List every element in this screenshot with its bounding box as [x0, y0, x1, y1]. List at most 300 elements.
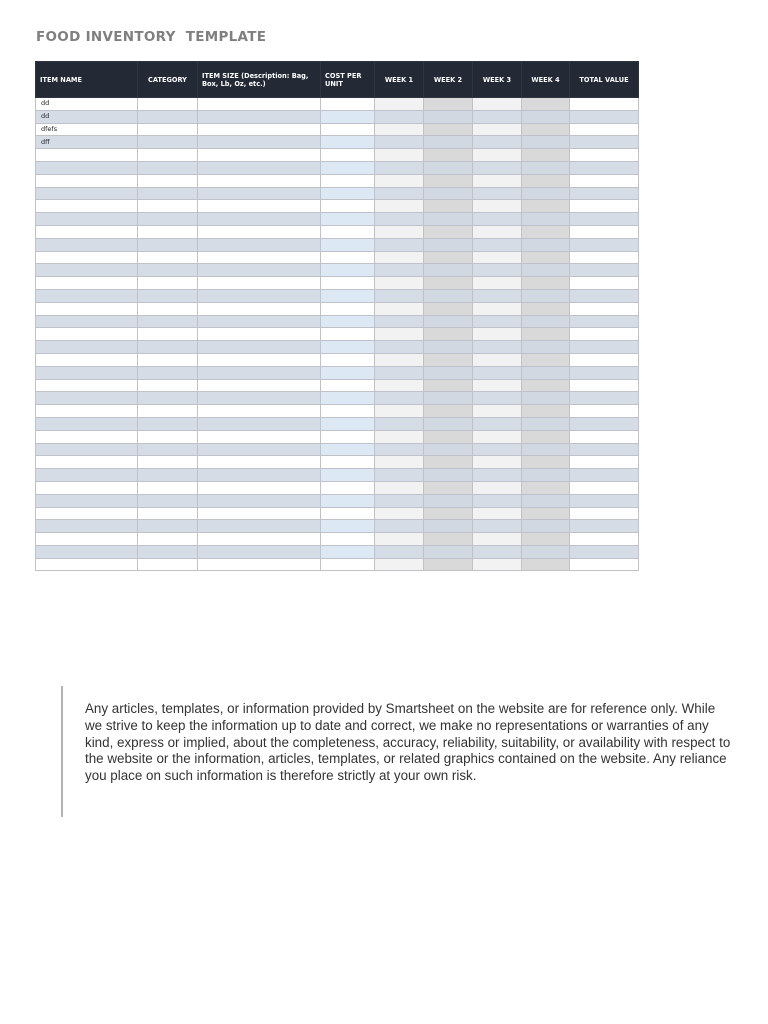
cell-item-size[interactable]	[198, 417, 321, 430]
cell-total-value[interactable]	[570, 302, 639, 315]
cell-week-2[interactable]	[424, 302, 473, 315]
cell-week-4[interactable]	[522, 200, 570, 213]
cell-cost-per-unit[interactable]	[321, 315, 375, 328]
cell-total-value[interactable]	[570, 405, 639, 418]
cell-week-1[interactable]	[375, 456, 424, 469]
cell-total-value[interactable]	[570, 251, 639, 264]
cell-item-size[interactable]	[198, 98, 321, 111]
cell-week-2[interactable]	[424, 110, 473, 123]
cell-week-2[interactable]	[424, 174, 473, 187]
cell-item-size[interactable]	[198, 161, 321, 174]
cell-week-4[interactable]	[522, 443, 570, 456]
cell-item-size[interactable]	[198, 469, 321, 482]
cell-category[interactable]	[138, 405, 198, 418]
cell-cost-per-unit[interactable]	[321, 405, 375, 418]
cell-week-3[interactable]	[473, 507, 522, 520]
cell-item-size[interactable]	[198, 533, 321, 546]
cell-week-2[interactable]	[424, 520, 473, 533]
cell-category[interactable]	[138, 200, 198, 213]
cell-cost-per-unit[interactable]	[321, 341, 375, 354]
cell-total-value[interactable]	[570, 507, 639, 520]
cell-week-4[interactable]	[522, 149, 570, 162]
cell-week-4[interactable]	[522, 225, 570, 238]
cell-item-size[interactable]	[198, 456, 321, 469]
cell-item-size[interactable]	[198, 123, 321, 136]
cell-item-name[interactable]	[36, 507, 138, 520]
cell-item-name[interactable]	[36, 238, 138, 251]
cell-category[interactable]	[138, 174, 198, 187]
cell-week-2[interactable]	[424, 341, 473, 354]
cell-week-3[interactable]	[473, 379, 522, 392]
cell-item-size[interactable]	[198, 277, 321, 290]
cell-cost-per-unit[interactable]	[321, 213, 375, 226]
cell-item-size[interactable]	[198, 328, 321, 341]
cell-cost-per-unit[interactable]	[321, 379, 375, 392]
cell-cost-per-unit[interactable]	[321, 110, 375, 123]
cell-item-size[interactable]	[198, 558, 321, 571]
cell-week-1[interactable]	[375, 136, 424, 149]
cell-week-1[interactable]	[375, 315, 424, 328]
cell-item-size[interactable]	[198, 520, 321, 533]
cell-item-name[interactable]: dd	[36, 98, 138, 111]
cell-week-2[interactable]	[424, 200, 473, 213]
cell-week-2[interactable]	[424, 161, 473, 174]
cell-item-size[interactable]	[198, 481, 321, 494]
cell-category[interactable]	[138, 494, 198, 507]
cell-item-name[interactable]	[36, 545, 138, 558]
cell-week-2[interactable]	[424, 481, 473, 494]
cell-item-name[interactable]: dfefs	[36, 123, 138, 136]
cell-week-1[interactable]	[375, 469, 424, 482]
cell-week-3[interactable]	[473, 213, 522, 226]
cell-week-1[interactable]	[375, 405, 424, 418]
cell-item-name[interactable]	[36, 264, 138, 277]
cell-cost-per-unit[interactable]	[321, 469, 375, 482]
cell-week-1[interactable]	[375, 417, 424, 430]
cell-week-4[interactable]	[522, 136, 570, 149]
cell-total-value[interactable]	[570, 481, 639, 494]
cell-week-3[interactable]	[473, 417, 522, 430]
cell-week-3[interactable]	[473, 123, 522, 136]
cell-category[interactable]	[138, 481, 198, 494]
cell-week-3[interactable]	[473, 277, 522, 290]
cell-item-name[interactable]	[36, 289, 138, 302]
cell-week-1[interactable]	[375, 213, 424, 226]
cell-week-2[interactable]	[424, 277, 473, 290]
cell-total-value[interactable]	[570, 161, 639, 174]
cell-cost-per-unit[interactable]	[321, 494, 375, 507]
cell-total-value[interactable]	[570, 315, 639, 328]
cell-week-3[interactable]	[473, 110, 522, 123]
cell-total-value[interactable]	[570, 341, 639, 354]
cell-cost-per-unit[interactable]	[321, 481, 375, 494]
cell-item-size[interactable]	[198, 379, 321, 392]
cell-item-size[interactable]	[198, 341, 321, 354]
cell-item-size[interactable]	[198, 507, 321, 520]
cell-week-2[interactable]	[424, 328, 473, 341]
cell-week-2[interactable]	[424, 417, 473, 430]
cell-item-name[interactable]	[36, 392, 138, 405]
cell-item-name[interactable]	[36, 379, 138, 392]
cell-cost-per-unit[interactable]	[321, 392, 375, 405]
cell-week-3[interactable]	[473, 161, 522, 174]
cell-total-value[interactable]	[570, 417, 639, 430]
cell-total-value[interactable]	[570, 494, 639, 507]
cell-week-2[interactable]	[424, 494, 473, 507]
cell-week-1[interactable]	[375, 277, 424, 290]
cell-week-1[interactable]	[375, 123, 424, 136]
cell-total-value[interactable]	[570, 456, 639, 469]
cell-item-name[interactable]	[36, 558, 138, 571]
cell-week-2[interactable]	[424, 353, 473, 366]
cell-cost-per-unit[interactable]	[321, 136, 375, 149]
cell-item-name[interactable]	[36, 213, 138, 226]
cell-week-3[interactable]	[473, 200, 522, 213]
cell-week-4[interactable]	[522, 392, 570, 405]
cell-item-name[interactable]	[36, 328, 138, 341]
cell-week-1[interactable]	[375, 225, 424, 238]
cell-week-3[interactable]	[473, 533, 522, 546]
cell-week-2[interactable]	[424, 558, 473, 571]
cell-item-name[interactable]	[36, 315, 138, 328]
cell-week-2[interactable]	[424, 443, 473, 456]
cell-total-value[interactable]	[570, 238, 639, 251]
cell-category[interactable]	[138, 520, 198, 533]
cell-total-value[interactable]	[570, 98, 639, 111]
cell-item-size[interactable]	[198, 315, 321, 328]
cell-week-1[interactable]	[375, 443, 424, 456]
cell-item-size[interactable]	[198, 302, 321, 315]
cell-item-name[interactable]	[36, 174, 138, 187]
cell-category[interactable]	[138, 545, 198, 558]
cell-week-2[interactable]	[424, 225, 473, 238]
cell-week-4[interactable]	[522, 481, 570, 494]
cell-week-3[interactable]	[473, 225, 522, 238]
cell-cost-per-unit[interactable]	[321, 225, 375, 238]
cell-week-3[interactable]	[473, 545, 522, 558]
cell-total-value[interactable]	[570, 379, 639, 392]
cell-week-3[interactable]	[473, 341, 522, 354]
cell-week-3[interactable]	[473, 98, 522, 111]
cell-week-3[interactable]	[473, 469, 522, 482]
cell-item-size[interactable]	[198, 289, 321, 302]
cell-week-2[interactable]	[424, 149, 473, 162]
cell-week-2[interactable]	[424, 533, 473, 546]
cell-item-size[interactable]	[198, 187, 321, 200]
cell-item-size[interactable]	[198, 366, 321, 379]
cell-week-4[interactable]	[522, 238, 570, 251]
cell-week-4[interactable]	[522, 430, 570, 443]
cell-week-1[interactable]	[375, 110, 424, 123]
cell-week-4[interactable]	[522, 315, 570, 328]
cell-cost-per-unit[interactable]	[321, 417, 375, 430]
cell-week-2[interactable]	[424, 392, 473, 405]
cell-week-2[interactable]	[424, 507, 473, 520]
cell-week-4[interactable]	[522, 469, 570, 482]
cell-category[interactable]	[138, 251, 198, 264]
cell-week-1[interactable]	[375, 238, 424, 251]
cell-week-1[interactable]	[375, 341, 424, 354]
cell-week-1[interactable]	[375, 200, 424, 213]
cell-item-size[interactable]	[198, 225, 321, 238]
cell-cost-per-unit[interactable]	[321, 149, 375, 162]
cell-week-1[interactable]	[375, 289, 424, 302]
cell-week-3[interactable]	[473, 187, 522, 200]
cell-cost-per-unit[interactable]	[321, 174, 375, 187]
cell-item-name[interactable]	[36, 520, 138, 533]
cell-week-4[interactable]	[522, 289, 570, 302]
cell-week-2[interactable]	[424, 213, 473, 226]
cell-category[interactable]	[138, 379, 198, 392]
cell-week-1[interactable]	[375, 481, 424, 494]
cell-week-3[interactable]	[473, 251, 522, 264]
cell-week-1[interactable]	[375, 264, 424, 277]
cell-item-size[interactable]	[198, 110, 321, 123]
cell-week-1[interactable]	[375, 392, 424, 405]
cell-week-4[interactable]	[522, 494, 570, 507]
cell-item-size[interactable]	[198, 430, 321, 443]
cell-total-value[interactable]	[570, 430, 639, 443]
cell-item-name[interactable]	[36, 443, 138, 456]
cell-week-1[interactable]	[375, 328, 424, 341]
cell-item-name[interactable]: dd	[36, 110, 138, 123]
cell-week-1[interactable]	[375, 520, 424, 533]
cell-week-4[interactable]	[522, 507, 570, 520]
cell-cost-per-unit[interactable]	[321, 443, 375, 456]
cell-week-1[interactable]	[375, 533, 424, 546]
cell-item-name[interactable]	[36, 161, 138, 174]
cell-week-3[interactable]	[473, 494, 522, 507]
cell-week-4[interactable]	[522, 251, 570, 264]
cell-week-4[interactable]	[522, 417, 570, 430]
cell-category[interactable]	[138, 456, 198, 469]
cell-category[interactable]	[138, 328, 198, 341]
cell-week-2[interactable]	[424, 545, 473, 558]
cell-item-size[interactable]	[198, 238, 321, 251]
cell-week-3[interactable]	[473, 520, 522, 533]
cell-category[interactable]	[138, 277, 198, 290]
cell-week-3[interactable]	[473, 315, 522, 328]
cell-cost-per-unit[interactable]	[321, 533, 375, 546]
cell-week-4[interactable]	[522, 341, 570, 354]
cell-week-2[interactable]	[424, 238, 473, 251]
cell-week-2[interactable]	[424, 315, 473, 328]
cell-total-value[interactable]	[570, 443, 639, 456]
cell-total-value[interactable]	[570, 366, 639, 379]
cell-item-size[interactable]	[198, 136, 321, 149]
cell-item-size[interactable]	[198, 405, 321, 418]
cell-week-4[interactable]	[522, 366, 570, 379]
cell-item-name[interactable]	[36, 405, 138, 418]
cell-item-size[interactable]	[198, 353, 321, 366]
cell-week-3[interactable]	[473, 238, 522, 251]
cell-week-1[interactable]	[375, 494, 424, 507]
cell-week-3[interactable]	[473, 430, 522, 443]
cell-week-1[interactable]	[375, 558, 424, 571]
cell-category[interactable]	[138, 353, 198, 366]
cell-week-4[interactable]	[522, 110, 570, 123]
cell-item-name[interactable]	[36, 469, 138, 482]
cell-week-2[interactable]	[424, 187, 473, 200]
cell-item-name[interactable]: dff	[36, 136, 138, 149]
cell-total-value[interactable]	[570, 174, 639, 187]
cell-item-size[interactable]	[198, 174, 321, 187]
cell-item-name[interactable]	[36, 302, 138, 315]
cell-week-1[interactable]	[375, 161, 424, 174]
cell-total-value[interactable]	[570, 469, 639, 482]
cell-week-4[interactable]	[522, 456, 570, 469]
cell-category[interactable]	[138, 136, 198, 149]
cell-category[interactable]	[138, 469, 198, 482]
cell-item-name[interactable]	[36, 277, 138, 290]
cell-week-2[interactable]	[424, 405, 473, 418]
cell-total-value[interactable]	[570, 149, 639, 162]
cell-week-3[interactable]	[473, 392, 522, 405]
cell-cost-per-unit[interactable]	[321, 353, 375, 366]
cell-week-1[interactable]	[375, 149, 424, 162]
cell-total-value[interactable]	[570, 187, 639, 200]
cell-item-name[interactable]	[36, 533, 138, 546]
cell-category[interactable]	[138, 110, 198, 123]
cell-cost-per-unit[interactable]	[321, 558, 375, 571]
cell-week-3[interactable]	[473, 481, 522, 494]
cell-week-3[interactable]	[473, 264, 522, 277]
cell-week-2[interactable]	[424, 136, 473, 149]
cell-week-4[interactable]	[522, 520, 570, 533]
cell-total-value[interactable]	[570, 520, 639, 533]
cell-total-value[interactable]	[570, 123, 639, 136]
cell-total-value[interactable]	[570, 213, 639, 226]
cell-cost-per-unit[interactable]	[321, 123, 375, 136]
cell-category[interactable]	[138, 430, 198, 443]
cell-week-4[interactable]	[522, 328, 570, 341]
cell-week-4[interactable]	[522, 545, 570, 558]
cell-category[interactable]	[138, 123, 198, 136]
cell-total-value[interactable]	[570, 264, 639, 277]
cell-category[interactable]	[138, 392, 198, 405]
cell-week-4[interactable]	[522, 379, 570, 392]
cell-week-1[interactable]	[375, 430, 424, 443]
cell-week-3[interactable]	[473, 289, 522, 302]
cell-week-3[interactable]	[473, 405, 522, 418]
cell-week-4[interactable]	[522, 353, 570, 366]
cell-week-2[interactable]	[424, 456, 473, 469]
cell-week-4[interactable]	[522, 174, 570, 187]
cell-cost-per-unit[interactable]	[321, 507, 375, 520]
cell-week-2[interactable]	[424, 379, 473, 392]
cell-week-4[interactable]	[522, 405, 570, 418]
cell-week-4[interactable]	[522, 558, 570, 571]
cell-item-name[interactable]	[36, 353, 138, 366]
cell-cost-per-unit[interactable]	[321, 200, 375, 213]
cell-cost-per-unit[interactable]	[321, 328, 375, 341]
cell-week-3[interactable]	[473, 443, 522, 456]
cell-item-name[interactable]	[36, 494, 138, 507]
cell-cost-per-unit[interactable]	[321, 264, 375, 277]
cell-item-name[interactable]	[36, 417, 138, 430]
cell-cost-per-unit[interactable]	[321, 430, 375, 443]
cell-category[interactable]	[138, 366, 198, 379]
cell-week-1[interactable]	[375, 98, 424, 111]
cell-week-2[interactable]	[424, 251, 473, 264]
cell-week-3[interactable]	[473, 456, 522, 469]
cell-item-size[interactable]	[198, 264, 321, 277]
cell-week-4[interactable]	[522, 98, 570, 111]
cell-total-value[interactable]	[570, 533, 639, 546]
cell-category[interactable]	[138, 98, 198, 111]
cell-week-2[interactable]	[424, 264, 473, 277]
cell-category[interactable]	[138, 238, 198, 251]
cell-week-4[interactable]	[522, 213, 570, 226]
cell-week-3[interactable]	[473, 149, 522, 162]
cell-week-3[interactable]	[473, 558, 522, 571]
cell-cost-per-unit[interactable]	[321, 251, 375, 264]
cell-total-value[interactable]	[570, 328, 639, 341]
cell-total-value[interactable]	[570, 136, 639, 149]
cell-item-name[interactable]	[36, 225, 138, 238]
cell-total-value[interactable]	[570, 392, 639, 405]
cell-week-1[interactable]	[375, 353, 424, 366]
cell-total-value[interactable]	[570, 558, 639, 571]
cell-item-name[interactable]	[36, 481, 138, 494]
cell-week-2[interactable]	[424, 123, 473, 136]
cell-total-value[interactable]	[570, 353, 639, 366]
cell-category[interactable]	[138, 558, 198, 571]
cell-item-name[interactable]	[36, 200, 138, 213]
cell-item-size[interactable]	[198, 443, 321, 456]
cell-total-value[interactable]	[570, 289, 639, 302]
cell-category[interactable]	[138, 315, 198, 328]
cell-cost-per-unit[interactable]	[321, 238, 375, 251]
cell-week-4[interactable]	[522, 264, 570, 277]
cell-week-1[interactable]	[375, 379, 424, 392]
cell-cost-per-unit[interactable]	[321, 545, 375, 558]
cell-item-name[interactable]	[36, 341, 138, 354]
cell-week-4[interactable]	[522, 161, 570, 174]
cell-category[interactable]	[138, 149, 198, 162]
cell-week-1[interactable]	[375, 187, 424, 200]
cell-total-value[interactable]	[570, 277, 639, 290]
cell-week-4[interactable]	[522, 277, 570, 290]
cell-category[interactable]	[138, 289, 198, 302]
cell-item-size[interactable]	[198, 545, 321, 558]
cell-week-1[interactable]	[375, 545, 424, 558]
cell-item-name[interactable]	[36, 366, 138, 379]
cell-item-size[interactable]	[198, 213, 321, 226]
cell-item-size[interactable]	[198, 149, 321, 162]
cell-week-2[interactable]	[424, 366, 473, 379]
cell-week-4[interactable]	[522, 302, 570, 315]
cell-item-name[interactable]	[36, 187, 138, 200]
cell-week-2[interactable]	[424, 289, 473, 302]
cell-category[interactable]	[138, 225, 198, 238]
cell-item-name[interactable]	[36, 149, 138, 162]
cell-week-3[interactable]	[473, 302, 522, 315]
cell-category[interactable]	[138, 443, 198, 456]
cell-week-3[interactable]	[473, 366, 522, 379]
cell-week-4[interactable]	[522, 187, 570, 200]
cell-category[interactable]	[138, 213, 198, 226]
cell-total-value[interactable]	[570, 110, 639, 123]
cell-item-name[interactable]	[36, 430, 138, 443]
cell-week-3[interactable]	[473, 136, 522, 149]
cell-week-1[interactable]	[375, 174, 424, 187]
cell-total-value[interactable]	[570, 200, 639, 213]
cell-item-size[interactable]	[198, 392, 321, 405]
cell-week-3[interactable]	[473, 353, 522, 366]
cell-week-1[interactable]	[375, 507, 424, 520]
cell-category[interactable]	[138, 341, 198, 354]
